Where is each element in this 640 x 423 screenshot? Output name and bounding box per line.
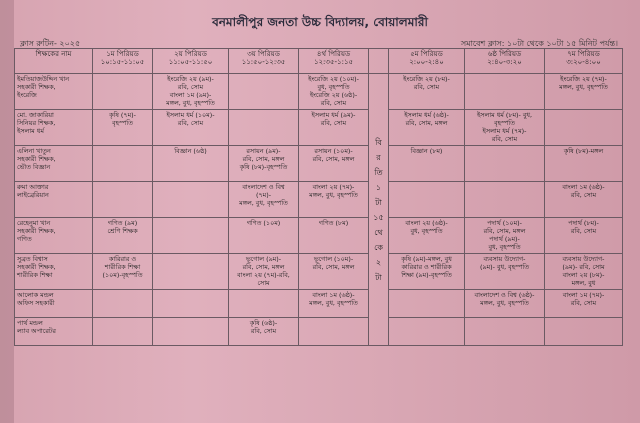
period-cell: ইসলাম ধর্ম (৮ম)- বুধ, বৃহস্পতি ইসলাম ধর্ম (৭ম)- রবি, সোম [465,110,545,146]
header-row [15,49,623,74]
period-cell [93,318,153,346]
period-cell [153,182,229,218]
period-cell: ভূগোল (১০ম)- রবি, সোম, মঙ্গল [299,254,369,290]
period-cell: বাংলা ১ম (৭ম)- রবি, সোম [545,290,623,318]
header-period-7: ৭ম পিরিয়ড ৩:২০-৪:০০ [545,49,623,74]
teacher-row [15,182,623,218]
teacher-name-cell: ইমতিয়াজউদ্দিন খান সহকারী শিক্ষক, ইংরেজি [15,74,93,110]
teacher-row [15,254,623,290]
teacher-name-cell: সুব্রত বিশ্বাস সহকারী শিক্ষক, শারীরিক শিক্ষা [15,254,93,290]
period-cell [465,318,545,346]
period-cell: কৃষি (৮ম)-মঙ্গল [545,146,623,182]
period-cell: বাংলাদেশ ও বিশ্ব (৭ম)- মঙ্গল, বুধ, বৃহস্পতি [229,182,299,218]
period-cell [229,74,299,110]
page-shadow [0,0,14,423]
period-cell: বাংলা ১ম (৬ষ্ঠ)- রবি, সোম [545,182,623,218]
break-column: বি র তি ১ টা ১৫ থে কে ২ টা [369,74,389,346]
period-cell [153,290,229,318]
header-period-5: ৫ম পিরিয়ড ২:০০-২:৪০ [389,49,465,74]
header-period-1: ১ম পিরিয়ড ১০:১৫-১১:০৫ [93,49,153,74]
period-cell [153,318,229,346]
period-cell [465,74,545,110]
period-cell: গণিত (৯ম) শ্রেণি শিক্ষক [93,218,153,254]
teacher-row [15,146,623,182]
header-period-3: ৩য় পিরিয়ড ১১:৫০-১২:৩৫ [229,49,299,74]
period-cell: পদার্থ (১০ম)- রবি, সোম, মঙ্গল পদার্থ (৯ম)- বুধ, বৃহস্পতি [465,218,545,254]
period-cell: রসায়ন (৯ম)- রবি, সোম, মঙ্গল কৃষি (৮ম)-বৃহস্পতি [229,146,299,182]
period-cell: ইংরেজি ২য় (৯ম)- রবি, সোম বাংলা ১ম (৯ম)- মঙ্গল, বুধ, বৃহস্পতি [153,74,229,110]
period-cell: কৃষি (৯ম)-মঙ্গল, বুধ কারিরার ও শারীরিক শিক্ষা (৯ম)-বৃহস্পতি [389,254,465,290]
period-cell: ইংরেজি ২য় (৭ম)- মঙ্গল, বুধ, বৃহস্পতি [545,74,623,110]
period-cell: ইংরেজি ২য় (১০ম)- বুধ, বৃহস্পতি ইংরেজি ২য় (৬ষ্ঠ)- রবি, সোম [299,74,369,110]
routine-body [15,74,623,346]
period-cell [545,110,623,146]
teacher-row [15,218,623,254]
period-cell: বাংলা ২য় (৬ষ্ঠ)- বুধ, বৃহস্পতি [389,218,465,254]
header-period-4: ৪র্থ পিরিয়ড ১২:৩৫-১:১৫ [299,49,369,74]
period-cell [545,318,623,346]
period-cell: গণিত (৮ম) [299,218,369,254]
teacher-name-cell: পার্থ মন্ডল ল্যাব অপারেটর [15,318,93,346]
period-cell: গণিত (১০ম) [229,218,299,254]
period-cell [465,182,545,218]
header-break [369,49,389,74]
period-cell: বাংলা ১ম (৬ষ্ঠ)- মঙ্গল, বুধ, বৃহস্পতি [299,290,369,318]
teacher-name-cell: আলোক মন্ডল অফিস সহকারী [15,290,93,318]
class-routine-table [14,48,623,346]
period-cell: কৃষি (৬ষ্ঠ)- রবি, সোম [229,318,299,346]
period-cell [465,146,545,182]
period-cell: ইংরেজি ২য় (৮ম)- রবি, সোম [389,74,465,110]
routine-year-label: ক্লাস রুটিন- ২০২৫ [20,39,81,48]
assembly-note: সমাবেশ ক্লাস: ১০টা থেকে ১০টা ১৫ মিনিট পর্যন্ত। [460,39,618,48]
period-cell: বিজ্ঞান (৬ষ্ঠ) [153,146,229,182]
period-cell: ভূগোল (৯ম)- রবি, সোম, মঙ্গল বাংলা ২য় (৭ম)-রবি, সোম [229,254,299,290]
period-cell: কৃষি (৭ম)- বৃহস্পতি [93,110,153,146]
teacher-name-cell: রুমা আক্তার লাইব্রেরিয়ান [15,182,93,218]
period-cell [93,182,153,218]
period-cell: ব্যবসায় উদ্যোগ- (৯ম)- রবি, সোম বাংলা ২য় (৮ম)- মঙ্গল, বুধ [545,254,623,290]
teacher-name-cell: এলিনা খাতুন সহকারী শিক্ষক, ভৌত বিজ্ঞান [15,146,93,182]
header-period-2: ২য় পিরিয়ড ১১:০৫-১১:৫০ [153,49,229,74]
teacher-row [15,318,623,346]
period-cell: ইসলাম ধর্ম (৯ম)- রবি, সোম [299,110,369,146]
period-cell [229,110,299,146]
period-cell [153,218,229,254]
period-cell [389,182,465,218]
period-cell: বাংলা ২য় (৭ম)- মঙ্গল, বুধ, বৃহস্পতি [299,182,369,218]
header-teacher: শিক্ষকের নাম [15,49,93,74]
period-cell [389,318,465,346]
period-cell [93,290,153,318]
teacher-row [15,74,623,110]
period-cell: ইসলাম ধর্ম (১০ম)- রবি, সোম [153,110,229,146]
period-cell [153,254,229,290]
period-cell: বাংলাদেশ ও বিশ্ব (৬ষ্ঠ)- মঙ্গল, বুধ, বৃহস্পতি [465,290,545,318]
period-cell [299,318,369,346]
period-cell: পদার্থ (৮ম)- রবি, সোম [545,218,623,254]
period-cell: রসায়ন (১০ম)- রবি, সোম, মঙ্গল [299,146,369,182]
period-cell: ব্যবসায় উদ্যোগ- (৯ম)- বুধ, বৃহস্পতি [465,254,545,290]
period-cell: ইসলাম ধর্ম (৬ষ্ঠ)- রবি, সোম, মঙ্গল [389,110,465,146]
period-cell [389,290,465,318]
teacher-name-cell: রেহেনুমা খান সহকারী শিক্ষক, গণিত [15,218,93,254]
period-cell [93,146,153,182]
period-cell [229,290,299,318]
header-period-6: ৬ষ্ঠ পিরিয়ড ২:৪০-৩:২০ [465,49,545,74]
period-cell: বিজ্ঞান (৮ম) [389,146,465,182]
period-cell: কারিরার ও শারীরিক শিক্ষা (১০ম)-বৃহস্পতি [93,254,153,290]
school-title: বনমালীপুর জনতা উচ্চ বিদ্যালয়, বোয়ালমারী [212,15,428,29]
period-cell [93,74,153,110]
teacher-row [15,110,623,146]
teacher-row [15,290,623,318]
teacher-name-cell: মো. জাকারিয়া সিনিয়র শিক্ষক, ইসলাম ধর্ম [15,110,93,146]
